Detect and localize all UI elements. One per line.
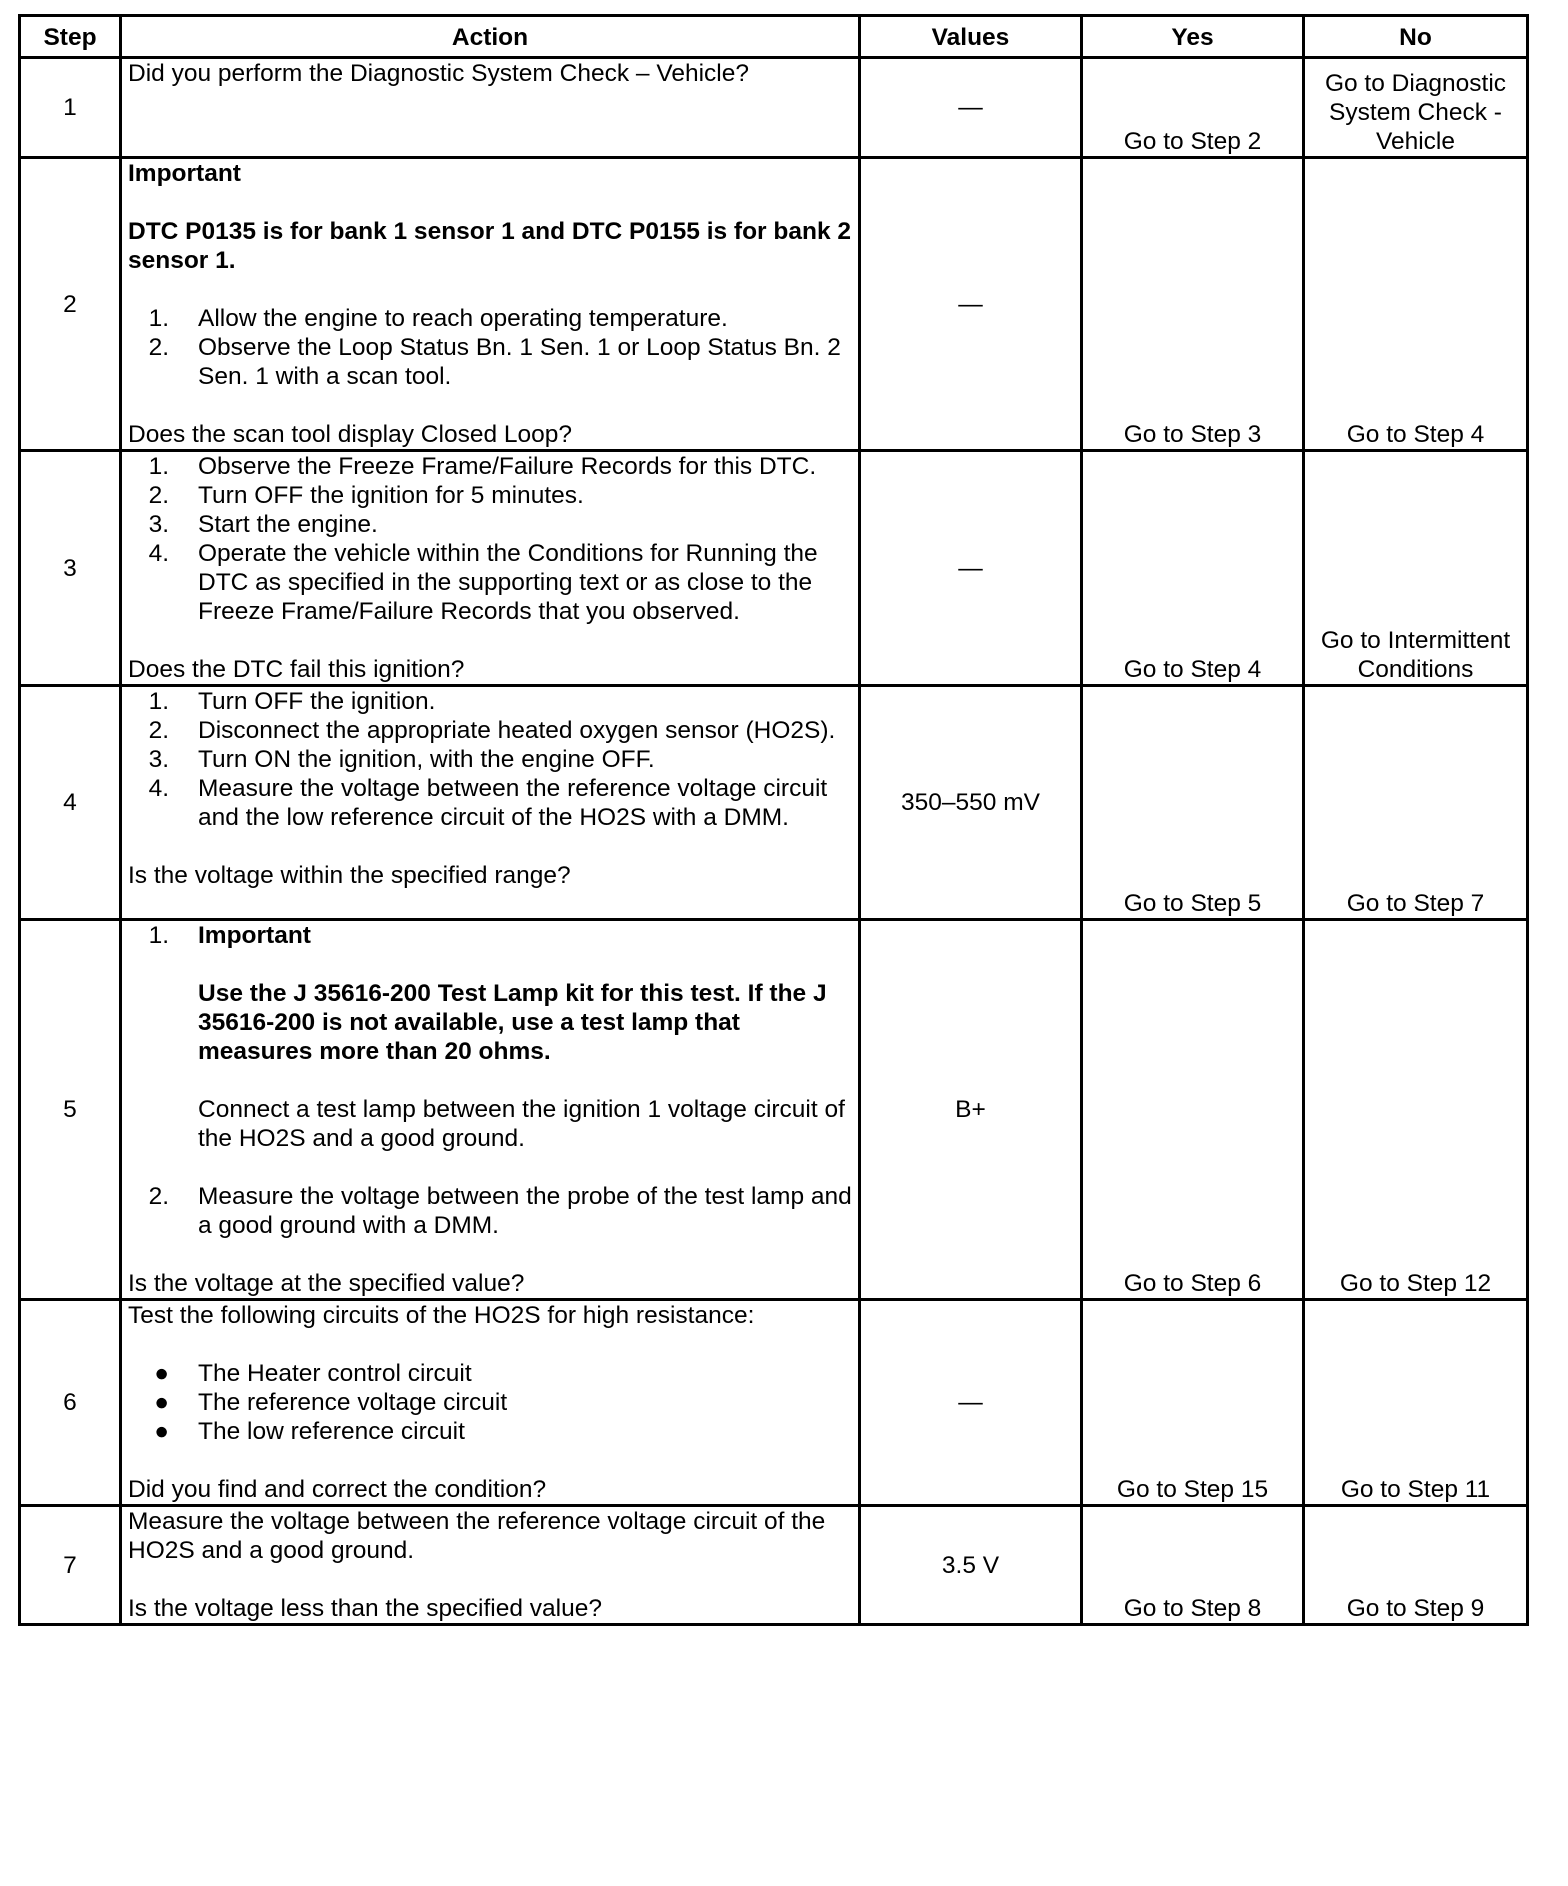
list-number: 3. [148,511,169,538]
no-cell: Go to Step 9 [1304,1506,1528,1625]
action-list [128,452,852,626]
table-row-step-5 [20,920,1528,1300]
action-cell [121,686,860,920]
yes-cell: Go to Step 3 [1082,158,1304,451]
list-number: 2. [148,717,169,744]
value-cell: — [860,158,1082,451]
list-item [128,539,852,626]
list-item [128,745,852,774]
action-list [128,687,852,832]
list-item [128,716,852,745]
important-text: DTC P0135 is for bank 1 sensor 1 and DTC P0155 is for bank 2 sensor 1. [128,218,852,274]
action-cell [121,58,860,158]
step-question: Is the voltage at the specified value? [128,1270,525,1297]
bullet-icon: ● [154,1360,169,1387]
list-text: Start the engine. [198,511,378,538]
list-text: Operate the vehicle within the Conditions for Running the DTC as specified in the supporting text or as close to the Freeze Frame/Failure Records that you observed. [198,540,818,625]
list-number: 1. [148,688,169,715]
important-label: Important [128,160,241,187]
list-item [128,1417,852,1446]
list-item [128,1182,852,1240]
header-values: Values [860,16,1082,58]
list-item [128,1359,852,1388]
list-item [128,774,852,832]
step-question: Is the voltage less than the specified value? [128,1595,602,1622]
important-text: Use the J 35616-200 Test Lamp kit for this test. If the J 35616-200 is not available, use a test lamp that measures more than 20 ohms. [198,980,827,1065]
list-item [128,304,852,333]
list-text: Measure the voltage between the reference voltage circuit and the low reference circuit of the HO2S with a DMM. [198,775,828,831]
step-number: 1 [20,58,121,158]
value-cell: 350–550 mV [860,686,1082,920]
list-number: 4. [148,775,169,802]
step-question: Is the voltage within the specified range? [128,862,571,889]
table-row-step-7 [20,1506,1528,1625]
list-text: Observe the Freeze Frame/Failure Records for this DTC. [198,453,817,480]
yes-cell: Go to Step 5 [1082,686,1304,920]
list-number: 4. [148,540,169,567]
value-cell: — [860,1300,1082,1506]
step-number: 2 [20,158,121,451]
list-text: The Heater control circuit [198,1360,472,1387]
table-header-row [20,16,1528,58]
list-number: 1. [148,305,169,332]
list-text: Turn ON the ignition, with the engine OFF. [198,746,655,773]
no-cell: Go to Intermittent Conditions [1304,451,1528,686]
table-row-step-4 [20,686,1528,920]
step-intro: Measure the voltage between the reference voltage circuit of the HO2S and a good ground. [128,1508,826,1564]
yes-cell: Go to Step 2 [1082,58,1304,158]
step-question: Did you find and correct the condition? [128,1476,547,1503]
table-row-step-3 [20,451,1528,686]
bullet-icon: ● [154,1418,169,1445]
list-text: Turn OFF the ignition for 5 minutes. [198,482,584,509]
list-text: The low reference circuit [198,1418,465,1445]
no-cell: Go to Step 12 [1304,920,1528,1300]
action-cell [121,1300,860,1506]
step-number: 7 [20,1506,121,1625]
list-item [128,510,852,539]
no-cell: Go to Step 4 [1304,158,1528,451]
action-cell [121,1506,860,1625]
diagnostic-table [18,14,1529,1626]
table-row-step-1 [20,58,1528,158]
value-cell: 3.5 V [860,1506,1082,1625]
bullet-icon: ● [154,1389,169,1416]
step-question: Did you perform the Diagnostic System Check – Vehicle? [128,60,749,87]
important-label: Important [198,922,311,949]
header-action: Action [121,16,860,58]
step-intro: Test the following circuits of the HO2S for high resistance: [128,1302,755,1329]
list-text: Connect a test lamp between the ignition 1 voltage circuit of the HO2S and a good ground. [198,1096,845,1152]
action-cell [121,920,860,1300]
list-item [128,1388,852,1417]
no-cell: Go to Diagnostic System Check - Vehicle [1304,58,1528,158]
header-no: No [1304,16,1528,58]
list-text: Observe the Loop Status Bn. 1 Sen. 1 or Loop Status Bn. 2 Sen. 1 with a scan tool. [198,334,841,390]
step-question: Does the DTC fail this ignition? [128,656,465,683]
list-item [128,921,852,950]
list-text: Disconnect the appropriate heated oxygen sensor (HO2S). [198,717,836,744]
no-cell: Go to Step 11 [1304,1300,1528,1506]
step-number: 5 [20,920,121,1300]
value-cell: — [860,451,1082,686]
list-number: 2. [148,1183,169,1210]
action-cell [121,158,860,451]
list-item [128,687,852,716]
no-cell: Go to Step 7 [1304,686,1528,920]
table-row-step-2 [20,158,1528,451]
list-text: Measure the voltage between the probe of the test lamp and a good ground with a DMM. [198,1183,852,1239]
step-question: Does the scan tool display Closed Loop? [128,421,573,448]
header-yes: Yes [1082,16,1304,58]
list-item [128,333,852,391]
step-number: 6 [20,1300,121,1506]
action-cell [121,451,860,686]
value-cell: — [860,58,1082,158]
list-number: 1. [148,453,169,480]
yes-cell: Go to Step 6 [1082,920,1304,1300]
bullet-list [128,1359,852,1446]
value-cell: B+ [860,920,1082,1300]
header-step: Step [20,16,121,58]
yes-cell: Go to Step 8 [1082,1506,1304,1625]
list-text: Turn OFF the ignition. [198,688,436,715]
list-number: 2. [148,482,169,509]
step-number: 4 [20,686,121,920]
list-text: The reference voltage circuit [198,1389,508,1416]
list-number: 3. [148,746,169,773]
table-row-step-6 [20,1300,1528,1506]
yes-cell: Go to Step 4 [1082,451,1304,686]
list-number: 1. [148,922,169,949]
yes-cell: Go to Step 15 [1082,1300,1304,1506]
list-item [128,452,852,481]
step-number: 3 [20,451,121,686]
list-item [128,481,852,510]
list-text: Allow the engine to reach operating temperature. [198,305,728,332]
action-list [128,304,852,391]
list-number: 2. [148,334,169,361]
